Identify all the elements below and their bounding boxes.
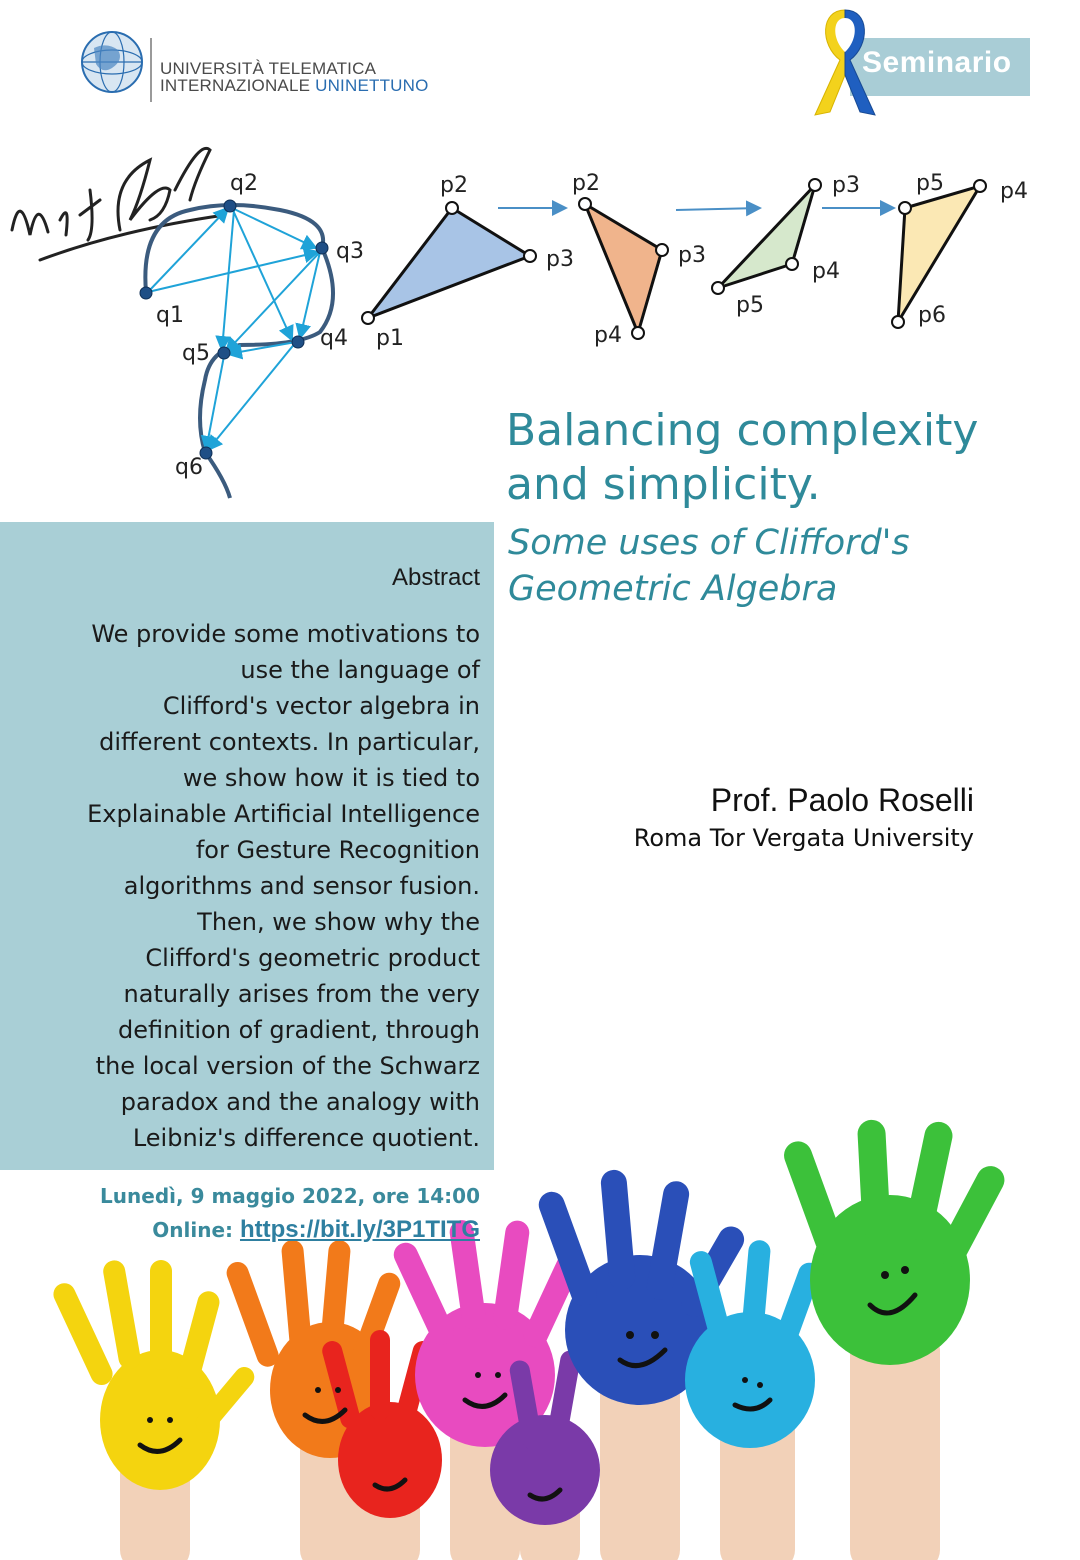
label-p3-a: p3 <box>546 247 574 272</box>
label-p2-a: p2 <box>440 173 468 198</box>
label-q6: q6 <box>175 455 203 480</box>
university-name <box>160 60 429 94</box>
abstract-heading: Abstract <box>391 564 480 591</box>
label-p5-c: p5 <box>736 293 764 318</box>
badge-label: Seminario <box>862 46 1012 79</box>
label-p3-b: p3 <box>678 243 706 268</box>
hand-cyan <box>685 1239 823 1560</box>
event-link[interactable]: https://bit.ly/3P1TITG <box>239 1216 480 1243</box>
abstract-line: Then, we show why the <box>197 908 480 936</box>
university-line-2: INTERNAZIONALE UNINETTUNO <box>160 76 429 95</box>
abstract-line: we show how it is tied to <box>182 764 480 792</box>
abstract-line: algorithms and sensor fusion. <box>123 872 480 900</box>
hand-green <box>780 1119 1009 1560</box>
label-q4: q4 <box>320 326 348 351</box>
title-line-2: and simplicity. <box>506 459 821 510</box>
speaker-name: Prof. Paolo Roselli <box>710 782 974 818</box>
label-p3-c: p3 <box>832 173 860 198</box>
abstract-line: paradox and the analogy with <box>120 1088 480 1116</box>
abstract-line: the local version of the Schwarz <box>95 1052 480 1080</box>
abstract-text <box>10 616 480 1156</box>
label-p6-d: p6 <box>918 303 946 328</box>
abstract-line: We provide some motivations to <box>91 620 480 648</box>
university-line-1: UNIVERSITÀ TELEMATICA <box>160 59 377 78</box>
label-q3: q3 <box>336 239 364 264</box>
logo-divider <box>150 38 152 102</box>
label-p5-d: p5 <box>916 171 944 196</box>
abstract-line: for Gesture Recognition <box>195 836 480 864</box>
label-p4-d: p4 <box>1000 179 1028 204</box>
abstract-line: naturally arises from the very <box>123 980 480 1008</box>
title-line-1: Balancing complexity <box>506 405 979 456</box>
abstract-line: Explainable Artificial Intelligence <box>87 800 480 828</box>
seminar-title <box>506 404 1066 512</box>
label-q2: q2 <box>230 171 258 196</box>
label-q1: q1 <box>156 303 184 328</box>
event-online <box>40 1216 480 1244</box>
label-p4-c: p4 <box>812 259 840 284</box>
painted-hands-illustration <box>0 1100 1080 1560</box>
label-p1: p1 <box>376 326 404 351</box>
abstract-line: Clifford's vector algebra in <box>162 692 480 720</box>
abstract-line: definition of gradient, through <box>117 1016 480 1044</box>
subtitle-line-2: Geometric Algebra <box>508 569 838 609</box>
label-q5: q5 <box>182 341 210 366</box>
seminar-subtitle <box>508 520 1068 612</box>
event-date: Lunedì, 9 maggio 2022, ore 14:00 <box>100 1184 480 1208</box>
abstract-line: Leibniz's difference quotient. <box>132 1124 480 1152</box>
label-p4-b: p4 <box>594 323 622 348</box>
hand-yellow <box>50 1259 259 1560</box>
abstract-line: use the language of <box>240 656 480 684</box>
abstract-line: different contexts. In particular, <box>99 728 480 756</box>
speaker-affiliation: Roma Tor Vergata University <box>633 824 974 852</box>
label-p2-b: p2 <box>572 171 600 196</box>
subtitle-line-1: Some uses of Clifford's <box>508 523 910 563</box>
globe-icon <box>82 32 142 92</box>
abstract-line: Clifford's geometric product <box>145 944 480 972</box>
online-label: Online: <box>152 1218 240 1242</box>
